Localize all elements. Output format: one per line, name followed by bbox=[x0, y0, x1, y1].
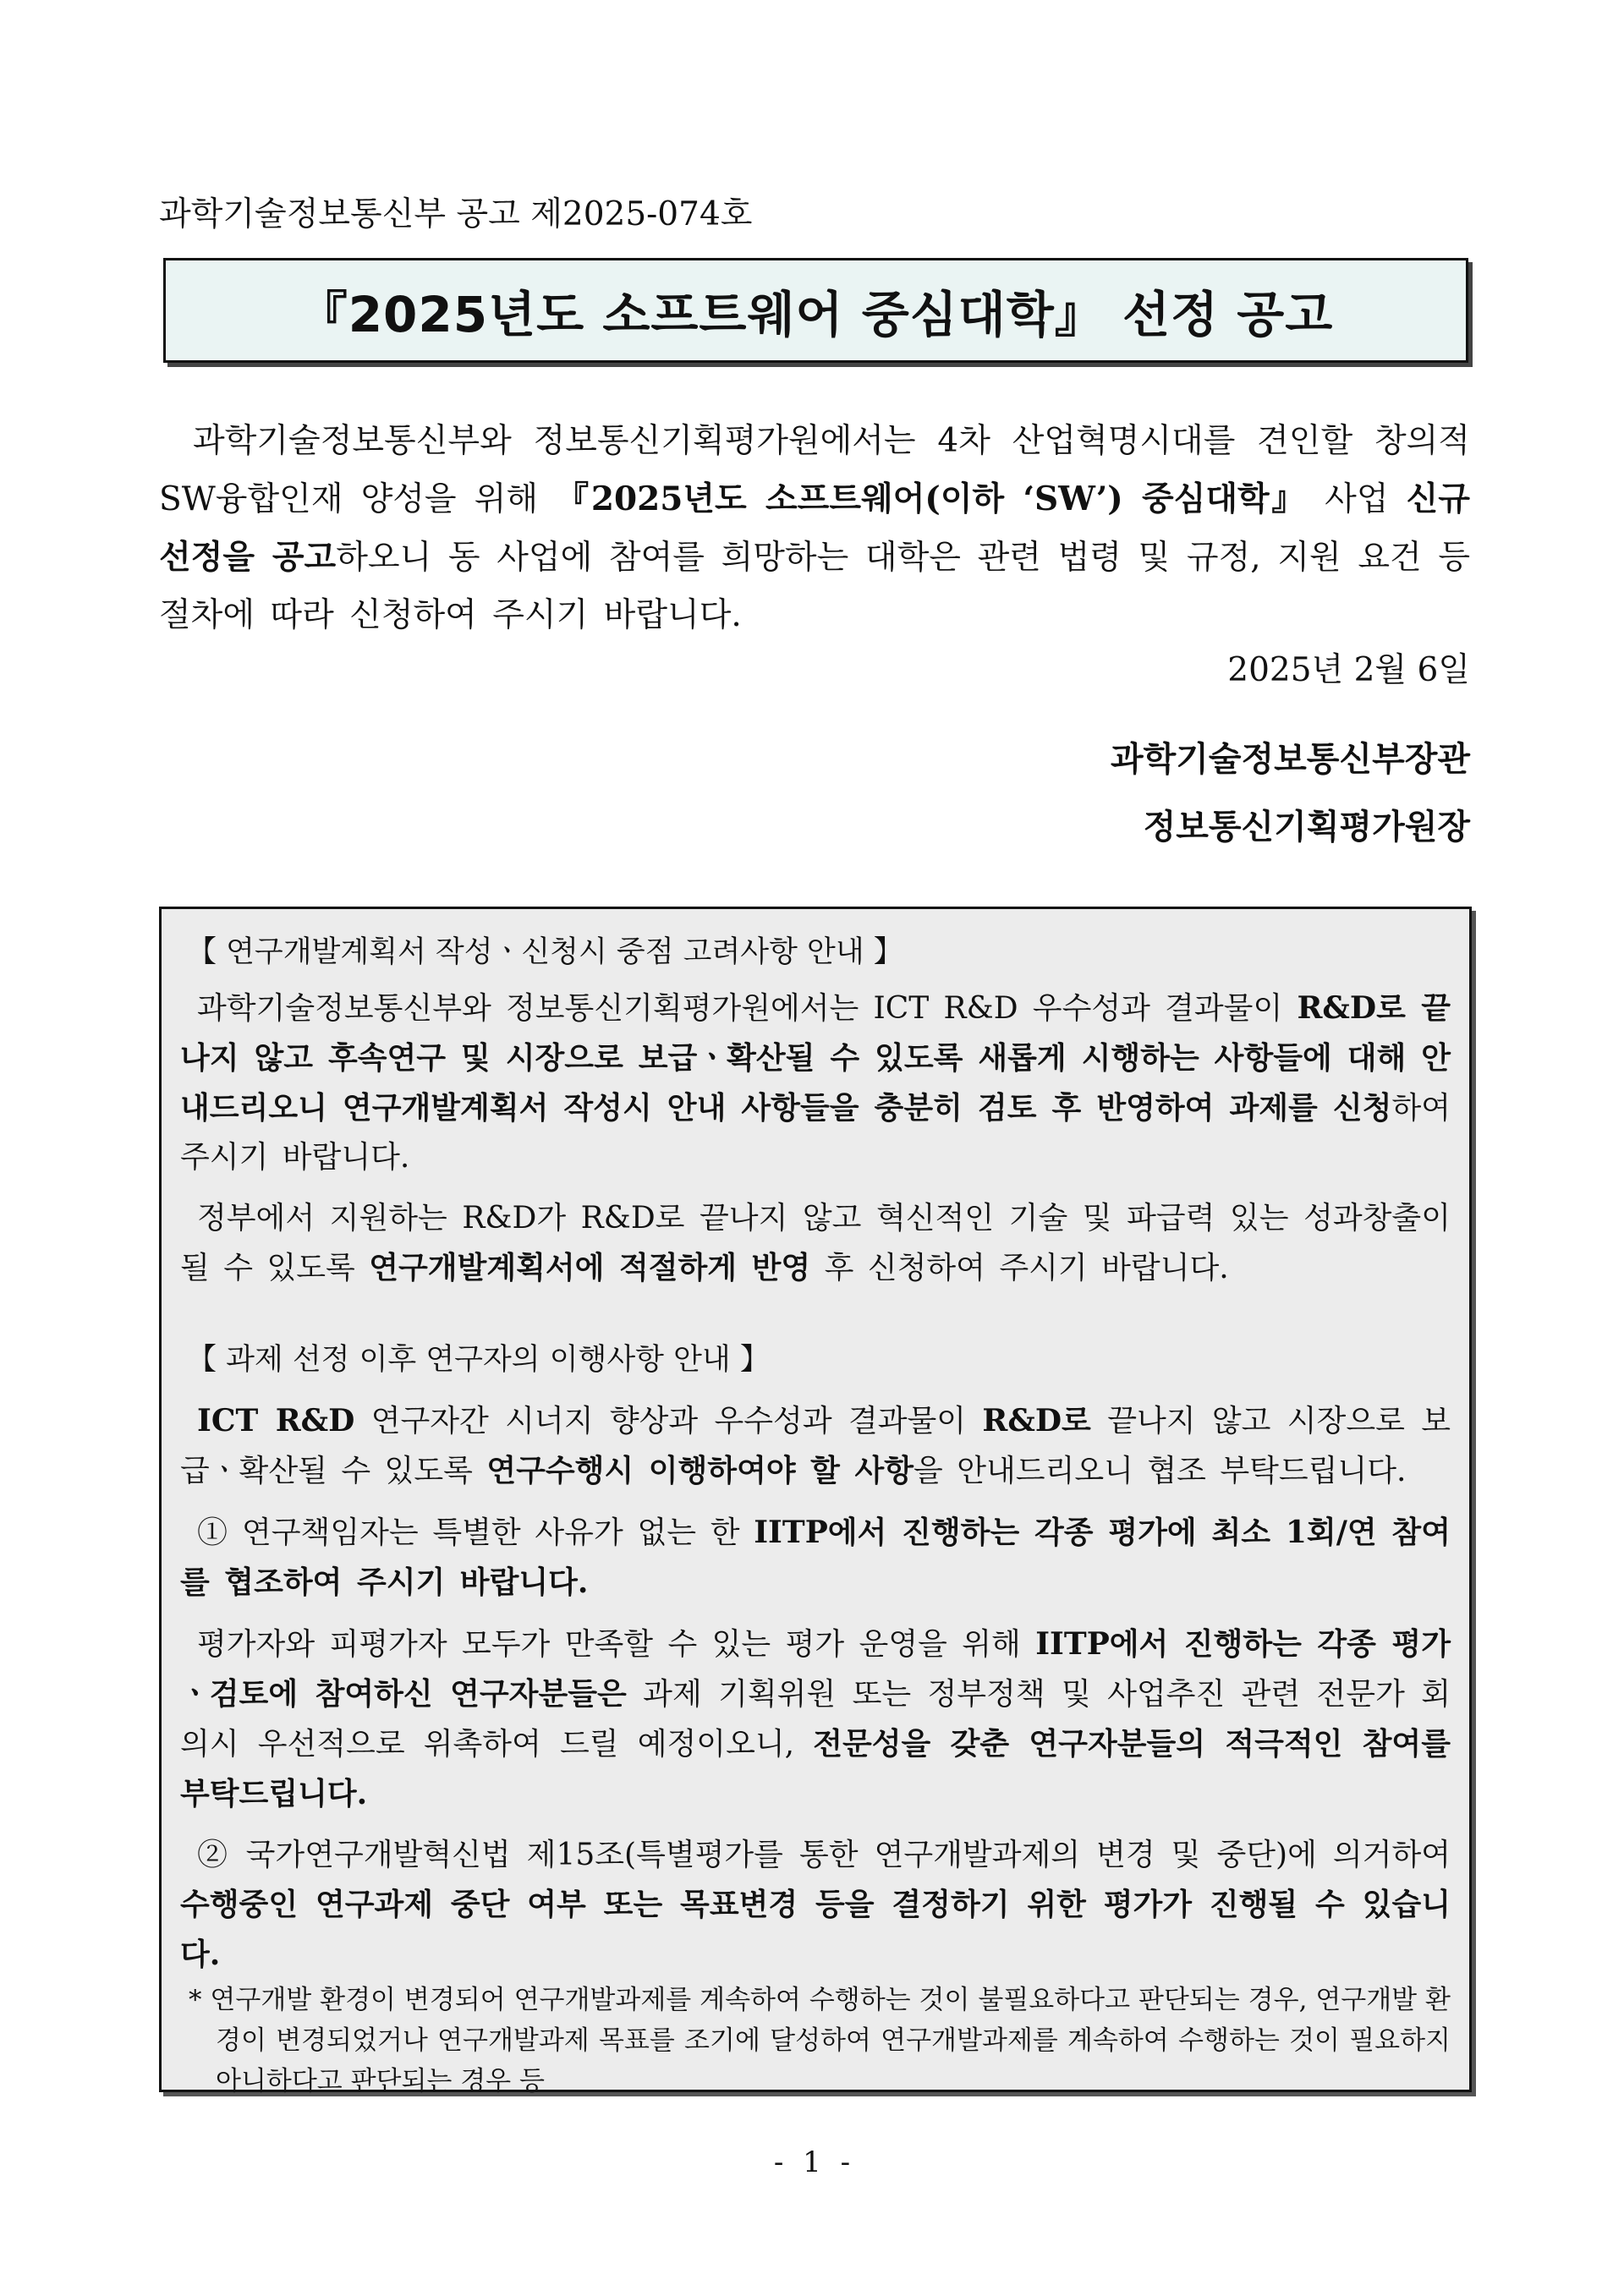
issuer-minister: 과학기술정보통신부장관 bbox=[1110, 739, 1470, 779]
section2-note: * 연구개발 환경이 변경되어 연구개발과제를 계속하여 수행하는 것이 불필요하다고 판단되는 경우, 연구개발 환경이 변경되었거나 연구개발과제 목표를 조기에 달성하여 연구개발과제를 계속하여 수행하는 것이 필요하지 아니하다고 판단되는 경우 등 bbox=[189, 1985, 1451, 2096]
s2i1-text-b: IITP에서 진행하는 각종 평가에 최소 1회/연 참여를 협조하여 주시기 바랍니다. bbox=[180, 1515, 1451, 1600]
s2i1s-text-a: 평가자와 피평가자 모두가 만족할 수 있는 평가 운영을 위해 bbox=[197, 1627, 1036, 1662]
section1-paragraph-2 bbox=[180, 1194, 1451, 1293]
issuer-iitp: 정보통신기획평가원장 bbox=[1143, 807, 1470, 847]
section2-item-2 bbox=[180, 1831, 1451, 1980]
document-title: 『2025년도 소프트웨어 중심대학』 선정 공고 bbox=[298, 286, 1334, 343]
section2-paragraph-1 bbox=[180, 1396, 1451, 1496]
notice-number: 과학기술정보통신부 공고 제2025-074호 bbox=[159, 195, 753, 233]
program-name: 『2025년도 소프트웨어(이하 ‘SW’) 중심대학』 bbox=[556, 479, 1308, 518]
notice-date: 2025년 2월 6일 bbox=[1227, 651, 1470, 689]
s1p2-text-c: 후 신청하여 주시기 바랍니다. bbox=[810, 1251, 1229, 1285]
s2p1-text-f: 을 안내드리오니 협조 부탁드립니다. bbox=[914, 1454, 1407, 1488]
page-number: - 1 - bbox=[773, 2145, 856, 2179]
section1-paragraph-1 bbox=[180, 984, 1451, 1182]
s2i2-text-a: ② 국가연구개발혁신법 제15조(특별평가를 통한 연구개발과제의 변경 및 중단)에 의거하여 bbox=[197, 1838, 1451, 1872]
s1p2-text-b: 연구개발계획서에 적절하게 반영 bbox=[369, 1250, 811, 1285]
s2i1s-text-b: IITP에서 진행하는 각종 평가ㆍ검토에 참여하신 연구자분들은 bbox=[180, 1626, 1451, 1712]
title-box bbox=[163, 258, 1468, 363]
intro-text-2: 사업 bbox=[1307, 480, 1407, 518]
s1p1-text-b: R&D로 끝나지 않고 후속연구 및 시장으로 보급ㆍ확산될 수 있도록 새롭게 시행하는 사항들에 대해 안내드리오니 연구개발계획서 작성시 안내 사항들을 충분히 검토 후 반영하여 과제를 신청 bbox=[180, 990, 1451, 1126]
s2i2-text-b: 수행중인 연구과제 중단 여부 또는 목표변경 등을 결정하기 위한 평가가 진행될 수 있습니다. bbox=[180, 1887, 1451, 1972]
s2p1-text-a: ICT R&D bbox=[197, 1403, 355, 1438]
s2p1-text-c: R&D로 bbox=[982, 1403, 1091, 1438]
s2p1-text-d: 끝나지 않고 시장으로 보급ㆍ확산될 수 있도록 bbox=[180, 1404, 1451, 1488]
section1-heading: 【 연구개발계획서 작성ㆍ신청시 중점 고려사항 안내 】 bbox=[187, 935, 903, 969]
selection-announcement: 신규 선정을 공고 bbox=[159, 479, 1470, 577]
issuer-block bbox=[1111, 726, 1470, 861]
s2p1-text-b: 연구자간 시너지 향상과 우수성과 결과물이 bbox=[354, 1404, 983, 1438]
intro-text-1: 과학기술정보통신부와 정보통신기획평가원에서는 4차 산업혁명시대를 견인할 창의적 SW융합인재 양성을 위해 bbox=[159, 422, 1470, 518]
s1p2-text-a: 정부에서 지원하는 R&D가 R&D로 끝나지 않고 혁신적인 기술 및 파급력 있는 성과창출이 될 수 있도록 bbox=[180, 1201, 1451, 1285]
s1p1-text-c: 하여 주시기 바랍니다. bbox=[180, 1091, 1451, 1175]
s2i1-text-a: ① 연구책임자는 특별한 사유가 없는 한 bbox=[197, 1515, 754, 1550]
section2-heading: 【 과제 선정 이후 연구자의 이행사항 안내 】 bbox=[187, 1343, 770, 1377]
s2i1s-text-d: 전문성을 갖춘 연구자분들의 적극적인 참여를 부탁드립니다. bbox=[180, 1726, 1451, 1811]
s1p1-text-a: 과학기술정보통신부와 정보통신기획평가원에서는 ICT R&D 우수성과 결과물이 bbox=[197, 991, 1298, 1026]
s2p1-text-e: 연구수행시 이행하여야 할 사항 bbox=[486, 1453, 914, 1488]
intro-paragraph bbox=[159, 413, 1470, 644]
s2i1s-text-c: 과제 기획위원 또는 정부정책 및 사업추진 관련 전문가 회의시 우선적으로 위촉하여 드릴 예정이오니, bbox=[180, 1677, 1451, 1762]
section2-item-1 bbox=[180, 1508, 1451, 1608]
intro-text-3: 하오니 동 사업에 참여를 희망하는 대학은 관련 법령 및 규정, 지원 요건 등 절차에 따라 신청하여 주시기 바랍니다. bbox=[159, 539, 1470, 634]
guide-box bbox=[159, 907, 1472, 2096]
section2-item-1-detail bbox=[180, 1619, 1451, 1819]
